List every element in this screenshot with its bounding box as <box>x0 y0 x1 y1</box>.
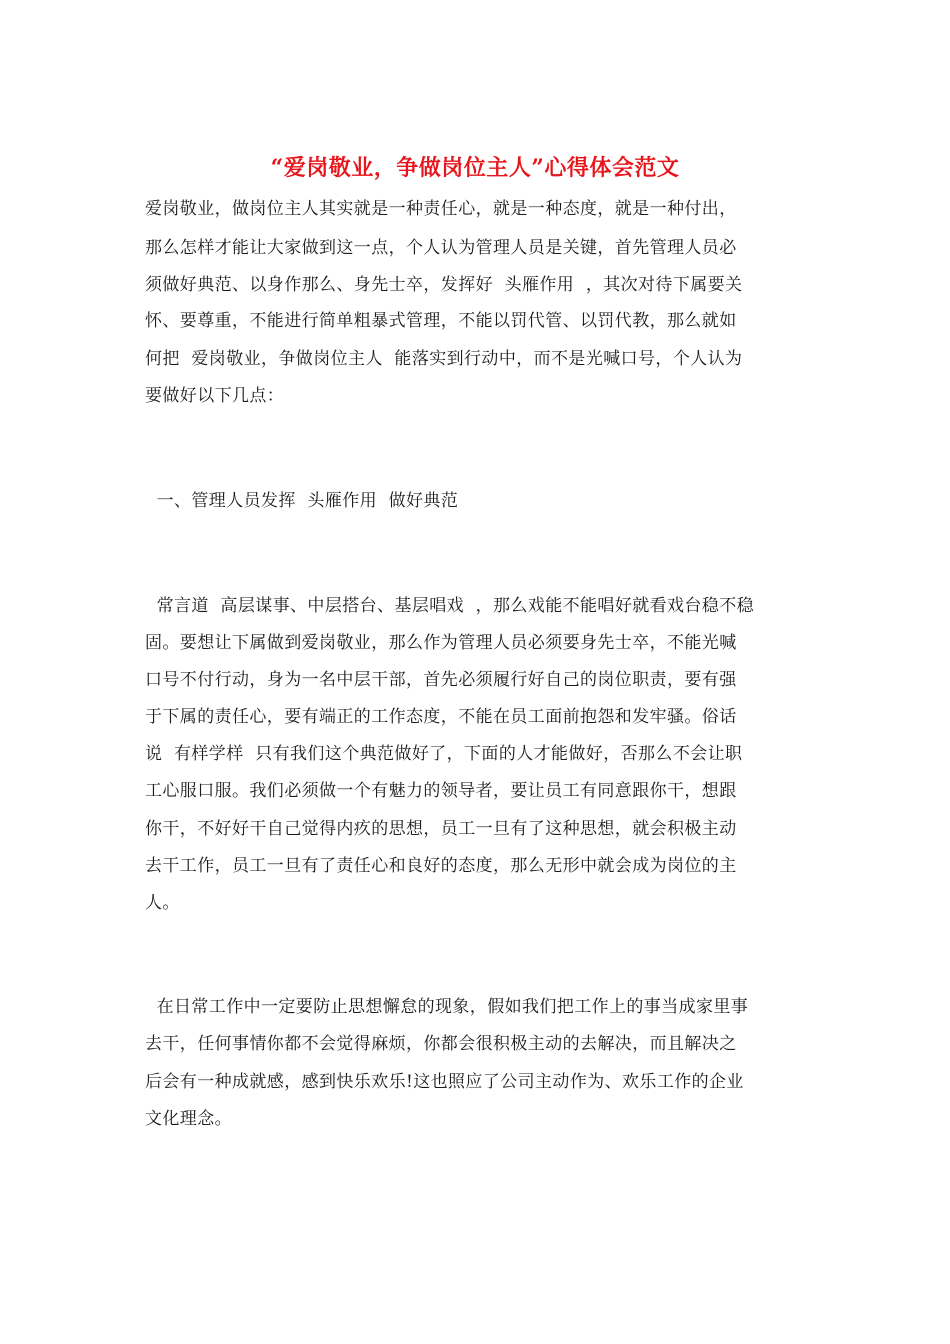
paragraph-line: 常言道 高层谋事、中层搭台、基层唱戏 ，那么戏能不能唱好就看戏台稳不稳 <box>145 596 755 616</box>
document-title: “爱岗敬业，争做岗位主人”心得体会范文 <box>270 155 680 181</box>
paragraph-line: 口号不付行动，身为一名中层干部，首先必须履行好自己的岗位职责，要有强 <box>145 670 737 690</box>
intro-line: 须做好典范、以身作那么、身先士卒，发挥好 头雁作用 ，其次对待下属要关 <box>145 275 743 295</box>
paragraph-line: 工心服口服。我们必须做一个有魅力的领导者，要让员工有同意跟你干，想跟 <box>145 781 737 801</box>
paragraph-line: 固。要想让下属做到爱岗敬业，那么作为管理人员必须要身先士卒，不能光喊 <box>145 633 737 653</box>
paragraph-line: 文化理念。 <box>145 1109 232 1129</box>
paragraph-line: 去干，任何事情你都不会觉得麻烦，你都会很积极主动的去解决，而且解决之 <box>145 1034 737 1054</box>
paragraph-line: 于下属的责任心，要有端正的工作态度，不能在员工面前抱怨和发牢骚。俗话 <box>145 707 737 727</box>
intro-line: 那么怎样才能让大家做到这一点，个人认为管理人员是关键，首先管理人员必 <box>145 238 737 258</box>
paragraph-line: 说 有样学样 只有我们这个典范做好了，下面的人才能做好，否那么不会让职 <box>145 744 743 764</box>
intro-line: 爱岗敬业，做岗位主人其实就是一种责任心，就是一种态度，就是一种付出， <box>145 199 737 219</box>
paragraph-line: 后会有一种成就感，感到快乐欢乐!这也照应了公司主动作为、欢乐工作的企业 <box>145 1072 744 1092</box>
section-heading: 一、管理人员发挥 头雁作用 做好典范 <box>145 491 459 511</box>
paragraph-line: 在日常工作中一定要防止思想懈怠的现象，假如我们把工作上的事当成家里事 <box>145 997 749 1017</box>
intro-line: 要做好以下几点： <box>145 386 285 406</box>
intro-line: 怀、要尊重，不能进行简单粗暴式管理，不能以罚代管、以罚代教，那么就如 <box>145 311 737 331</box>
intro-line: 何把 爱岗敬业，争做岗位主人 能落实到行动中，而不是光喊口号，个人认为 <box>145 349 743 369</box>
paragraph-line: 你干，不好好干自己觉得内疚的思想，员工一旦有了这种思想，就会积极主动 <box>145 819 737 839</box>
paragraph-line: 去干工作，员工一旦有了责任心和良好的态度，那么无形中就会成为岗位的主 <box>145 856 737 876</box>
paragraph-line: 人。 <box>145 893 180 913</box>
